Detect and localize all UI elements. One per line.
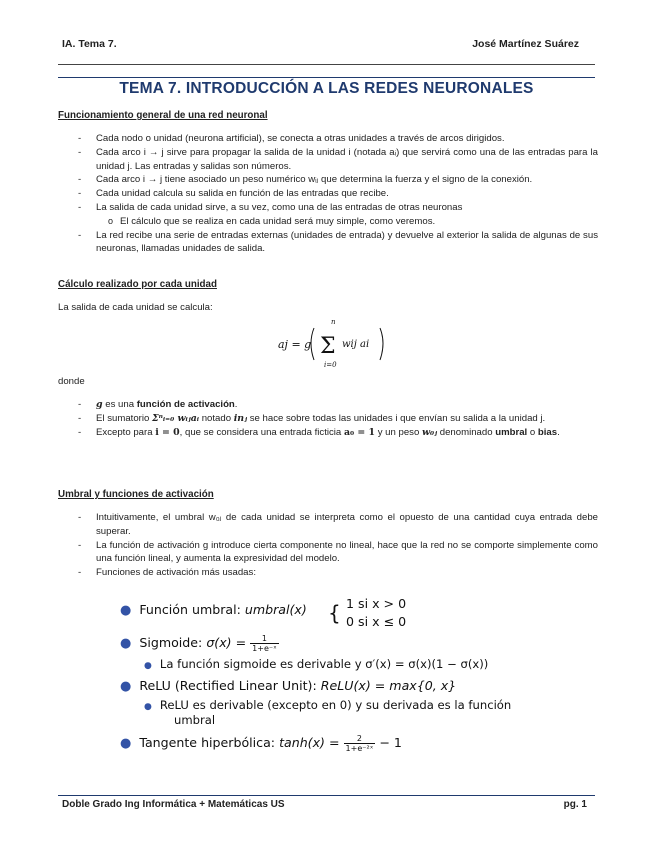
math-sum: Σⁿᵢ₌₀ wᵢⱼaᵢ (151, 412, 200, 424)
formula-term: wij ai (342, 339, 370, 350)
footer-left: Doble Grado Ing Informática + Matemáticas US (62, 799, 285, 810)
formula-lhs: aj = g (278, 338, 312, 351)
relu-note: ● ReLU es derivable (excepto en 0) y su derivada es la función (144, 698, 512, 712)
math-i0: i = 0 (155, 426, 180, 438)
tanh-fraction: $\frac{2}{\text{1+e⁻²ˣ}}$ (345, 734, 374, 753)
header-left: IA. Tema 7. (62, 38, 117, 50)
sigma-icon: Σ (320, 334, 336, 359)
bold-funcion-activacion: función de activación (136, 399, 235, 410)
calculo-intro: La salida de cada unidad se calcula: (58, 302, 213, 313)
bullet-icon: ● (120, 603, 132, 618)
bullet-icon: ● (120, 736, 132, 751)
bullet-icon: ● (120, 636, 132, 651)
list-item: - Intuitivamente, el umbral w₀ⱼ de cada unidad se interpreta como el opuesto de una cantidad cuya entrada debe superar. (58, 511, 598, 539)
activation-sigmoide: ● Sigmoide: σ(x) = $\frac{1}{\text{1+e⁻ˣ}}$ (120, 634, 277, 653)
list-item: - La salida de cada unidad sirve, a su vez, como una de las entradas de otras neuronas (58, 201, 598, 215)
bold-bias: bias (537, 426, 558, 438)
formula-upper: n (331, 318, 336, 326)
footer-rule (58, 795, 595, 796)
donde-label: donde (58, 376, 85, 387)
formula-lower: i=0 (324, 361, 337, 369)
title-rule (58, 77, 595, 78)
bullet-icon: ● (120, 679, 132, 694)
list-subitem: o El cálculo que se realiza en cada unidad será muy simple, como veremos. (58, 215, 598, 229)
activation-relu: ● ReLU (Rectified Linear Unit): ReLU(x) = max{0, x} (120, 678, 457, 694)
list-item: - Cada unidad calcula su salida en función de las entradas que recibe. (58, 187, 598, 201)
calculo-list (58, 398, 598, 439)
math-w0j: w₀ⱼ (421, 426, 438, 438)
list-item: - La red recibe una serie de entradas externas (unidades de entrada) y devuelve al exterior la salida de algunas de sus neuronas, llamadas unidades de salida. (58, 229, 598, 257)
list-item: - El sumatorio Σⁿᵢ₌₀ wᵢⱼaᵢ notado inⱼ se hace sobre todas las unidades i que envían su salida a la unidad j. (58, 412, 598, 426)
page-title: TEMA 7. INTRODUCCIÓN A LAS REDES NEURONALES (119, 80, 534, 97)
bullet-icon: ● (144, 702, 152, 712)
page-number: pg. 1 (563, 799, 587, 810)
math-a0: a₀ = 1 (343, 426, 376, 438)
bullet-icon: ● (144, 661, 152, 671)
list-item: - Cada arco i → j tiene asociado un peso numérico wᵢⱼ que determina la fuerza y el signo de la conexión. (58, 173, 598, 187)
list-item: - La función de activación g introduce cierta componente no lineal, hace que la red no se comporte simplemente como una función lineal, y aumenta la expresividad del modelo. (58, 539, 598, 567)
sigmoide-note: ● La función sigmoide es derivable y σ′(x) = σ(x)(1 − σ(x)) (144, 657, 489, 671)
section-heading-calculo: Cálculo realizado por cada unidad (58, 279, 217, 290)
section-heading-funcionamiento: Funcionamiento general de una red neuronal (58, 110, 268, 121)
math-inj: inⱼ (233, 412, 248, 424)
list-item: - g es una función de activación. (58, 398, 598, 412)
relu-note-line2: umbral (174, 713, 216, 727)
left-paren-icon (311, 328, 314, 360)
activation-umbral: ● Función umbral: umbral(x) (120, 602, 307, 618)
list-item: - Cada arco i → j sirve para propagar la salida de la unidad i (notada aᵢ) que servirá como una de las entradas para la unidad j. Las entradas y salidas son números. (58, 146, 598, 174)
umbral-list (58, 511, 598, 580)
bold-umbral: umbral (495, 426, 528, 438)
activation-tanh: ● Tangente hiperbólica: tanh(x) = $\frac{2}{\text{1+e⁻²ˣ}}$ − 1 (120, 734, 402, 753)
umbral-case-2: 0 si x ≤ 0 (346, 614, 407, 629)
list-item: - Excepto para i = 0, que se considera una entrada ficticia a₀ = 1 y un peso w₀ⱼ denominado umbral o bias. (58, 426, 598, 440)
brace-icon: { (328, 601, 341, 625)
summation-formula (270, 310, 400, 374)
math-g: g (96, 399, 103, 410)
list-item: - Cada nodo o unidad (neurona artificial), se conecta a otras unidades a través de arcos dirigidos. (58, 132, 598, 146)
section-heading-umbral: Umbral y funciones de activación (58, 489, 214, 500)
umbral-case-1: 1 si x > 0 (346, 596, 407, 611)
header-rule (58, 64, 595, 65)
funcionamiento-list (58, 132, 598, 256)
header-right: José Martínez Suárez (472, 38, 579, 50)
sigmoide-fraction: $\frac{1}{\text{1+e⁻ˣ}}$ (252, 634, 277, 653)
list-item: - Funciones de activación más usadas: (58, 566, 598, 580)
right-paren-icon (380, 328, 383, 360)
